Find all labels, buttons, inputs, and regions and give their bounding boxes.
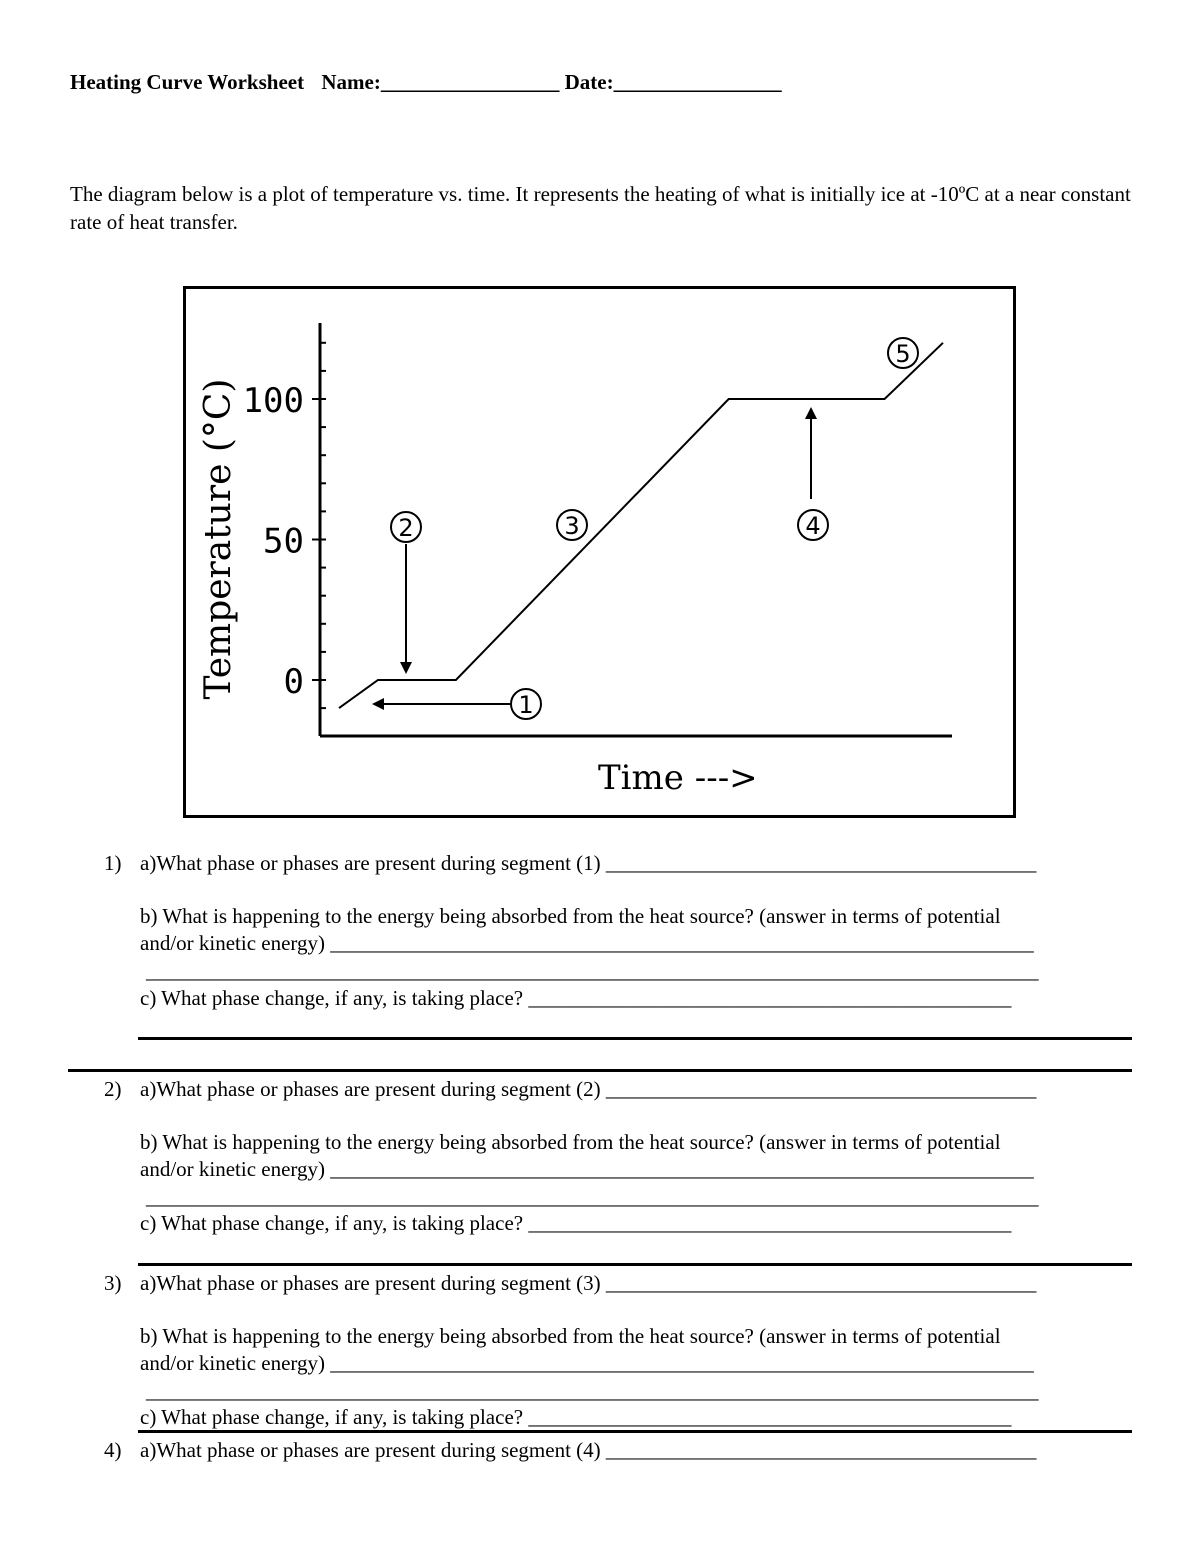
- question-1a: a)What phase or phases are present during segment (1) _________________________________________: [140, 851, 1037, 875]
- y-tick-label: 50: [263, 521, 304, 562]
- heating-curve-chart: [186, 289, 1013, 815]
- divider: [138, 1263, 1132, 1266]
- question-3c[interactable]: c) What phase change, if any, is taking place? ______________________________________________: [140, 1405, 1012, 1429]
- question-2b-line1: b) What is happening to the energy being absorbed from the heat source? (answer in terms of potential: [140, 1130, 1001, 1154]
- date-label: Date:: [564, 70, 614, 94]
- name-label: Name:: [321, 70, 381, 94]
- question-3b-line2[interactable]: and/or kinetic energy) ___________________________________________________________________: [140, 1351, 1034, 1375]
- question-number-2: 2): [104, 1077, 122, 1101]
- question-2b-answer-line[interactable]: _____________________________________________________________________________________: [146, 1185, 1039, 1209]
- question-1b-line2[interactable]: and/or kinetic energy) ___________________________________________________________________: [140, 931, 1034, 955]
- segment-5-marker-label: 5: [895, 340, 911, 368]
- name-field[interactable]: _________________: [380, 70, 560, 94]
- question-4a: a)What phase or phases are present during segment (4) _________________________________________: [140, 1438, 1037, 1462]
- date-field[interactable]: ________________: [613, 70, 782, 94]
- segment-2-marker-label: 2: [398, 514, 414, 542]
- intro-paragraph: The diagram below is a plot of temperature vs. time. It represents the heating of what is initially ice at -10ºC at a near constant rate of heat transfer.: [70, 182, 1131, 234]
- worksheet-title: Heating Curve Worksheet: [70, 70, 305, 94]
- question-3a: a)What phase or phases are present during segment (3) _________________________________________: [140, 1271, 1037, 1295]
- y-tick-label: 100: [242, 381, 304, 421]
- x-axis-label: Time --->: [598, 758, 758, 798]
- question-number-4: 4): [104, 1438, 122, 1462]
- question-1b-answer-line[interactable]: _____________________________________________________________________________________: [146, 959, 1039, 983]
- heating-curve-line: [339, 343, 943, 708]
- question-1c[interactable]: c) What phase change, if any, is taking place? ______________________________________________: [140, 986, 1012, 1010]
- heating-curve-figure: [183, 286, 1016, 818]
- segment-1-marker-label: 1: [518, 691, 534, 719]
- segment-1-arrowhead: [372, 698, 384, 710]
- segment-4-marker-label: 4: [805, 512, 821, 540]
- segment-4-arrowhead: [805, 407, 817, 419]
- divider: [138, 1430, 1132, 1433]
- worksheet-header: [70, 70, 782, 95]
- question-number-3: 3): [104, 1271, 122, 1295]
- divider: [138, 1037, 1132, 1040]
- question-number-1: 1): [104, 851, 122, 875]
- y-tick-label: 0: [283, 662, 304, 702]
- question-2b-line2[interactable]: and/or kinetic energy) ___________________________________________________________________: [140, 1157, 1034, 1181]
- question-1b-line1: b) What is happening to the energy being absorbed from the heat source? (answer in terms of potential: [140, 904, 1001, 928]
- question-2a: a)What phase or phases are present during segment (2) _________________________________________: [140, 1077, 1037, 1101]
- question-3b-line1: b) What is happening to the energy being absorbed from the heat source? (answer in terms of potential: [140, 1324, 1001, 1348]
- segment-3-marker-label: 3: [564, 512, 580, 540]
- segment-2-arrowhead: [400, 662, 412, 674]
- divider: [68, 1069, 1132, 1072]
- y-axis-label: Temperature (°C): [198, 378, 239, 700]
- question-3b-answer-line[interactable]: _____________________________________________________________________________________: [146, 1379, 1039, 1403]
- question-2c[interactable]: c) What phase change, if any, is taking place? ______________________________________________: [140, 1211, 1012, 1235]
